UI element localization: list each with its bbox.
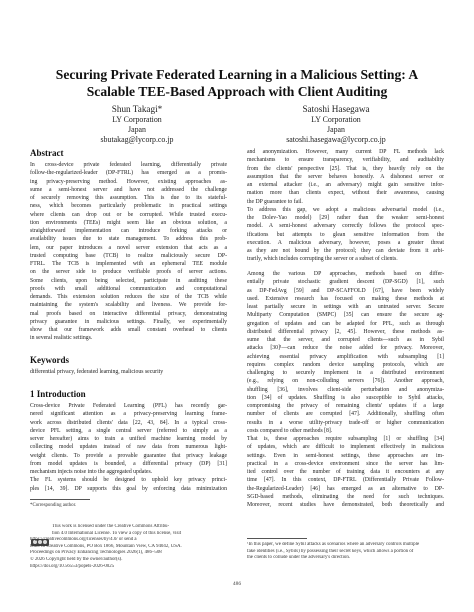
abstract-line: maintaining the system's scalability and liveness. We provide for-	[30, 302, 227, 309]
paragraph-line: practical in a cross-device environment since the server has lim-	[247, 460, 444, 467]
abstract-line: in several realistic settings.	[30, 335, 93, 342]
paragraph-line: results in a worse utility-privacy trade-off or higher communication	[247, 419, 444, 426]
paragraph-line: achieving essential privacy amplification with subsampling [1]	[247, 353, 444, 360]
paragraph-line: entially private stochastic gradient descent (DP-SGD) [1], such	[247, 279, 444, 286]
footnote-rule	[247, 538, 307, 539]
keywords-body	[30, 368, 227, 376]
intro-line: The FL systems should be designed to uphold key privacy princi-	[30, 477, 227, 484]
paragraph-line: the Dolev-Yao model) [29] rather than the weaker semi-honest	[247, 215, 444, 221]
doi-link[interactable]: https://doi.org/10.56553/popets-2026-0025	[30, 563, 115, 569]
abstract-heading: Abstract	[30, 148, 64, 158]
paragraph-line: trarily, which includes corrupting the server or a subset of clients.	[247, 256, 398, 263]
paragraph-line: model. A semi-honest adversary correctly follows the protocol spec-	[247, 223, 444, 230]
proceedings-line: Proceedings on Privacy Enhancing Technologies 2026(1), 486–508	[30, 550, 162, 556]
abstract-line: Some clients, upon being selected, participate in auditing these	[30, 277, 227, 284]
abstract-line: tion environments (TEEs) might seem like an obvious solution, a	[30, 219, 227, 226]
paragraph-line: as DP-FedAvg [59] and DP-SCAFFOLD [67], have been widely	[247, 287, 444, 294]
intro-line: nered significant attention as a privacy-preserving learning frame-	[30, 411, 227, 418]
paragraph-line: Among the various DP approaches, methods based on differ-	[247, 271, 444, 277]
abstract-line: show that our framework adds small constant overhead to clients	[30, 327, 227, 333]
author-country: Japan	[128, 125, 146, 135]
paper-title	[30, 66, 444, 100]
abstract-line: ness, which becomes particularly problematic in practical settings	[30, 203, 227, 210]
abstract-line: lem, our paper introduces a novel server extension that acts as a	[30, 244, 227, 251]
copyright-line: © 2026 Copyright held by the owner/author(s).	[30, 556, 123, 562]
right-column-body	[247, 148, 444, 264]
abstract-line: FTRL. The TCB is implemented with an ephemeral TEE module	[30, 261, 227, 267]
intro-line: Cross-device Private Federated Learning (PFL) has recently gar-	[30, 403, 227, 409]
paragraph-line: and anonymization. However, many current DP FL methods lack	[247, 149, 444, 155]
paragraph-line: mation more than clients expect, without their awareness, causing	[247, 190, 444, 197]
paragraph-line: of updates, which are difficult to implement effectively in malicious	[247, 444, 444, 451]
right-column-body-2	[247, 270, 444, 509]
author-block-1	[62, 104, 212, 146]
keywords-text: differential privacy, federated learning, malicious security	[30, 369, 164, 375]
paragraph-line: assumption that the server behaves honestly. A dishonest server or	[247, 173, 444, 180]
paragraph-line: SGD-based methods, eliminating the need for such techniques.	[247, 493, 444, 500]
abstract-line: of securely removing this assumption. This is due to its stateful-	[30, 195, 227, 201]
paragraph-line: used. Extensive research has focused on making these methods at	[247, 295, 444, 302]
paragraph-line: an external attacker (i.e., an adversary) might gain sensitive infor-	[247, 182, 444, 188]
paragraph-line: That is, these approaches require subsampling [1] or shuffling [34]	[247, 436, 444, 442]
author-country: Japan	[327, 125, 345, 135]
intro-line: mechanism injects noise into the aggregated updates.	[30, 469, 153, 475]
paragraph-line: (e.g., relying on non-colluding servers [76]). Another approach,	[247, 378, 444, 385]
paragraph-line: Moreover, recent studies have demonstrated, both theoretically and	[247, 502, 444, 508]
license-line: tion 4.0 International License. To view a copy of this license, visit	[52, 530, 182, 536]
intro-line: ples [14, 39]. DP supports this goal by enforcing data minimization	[30, 485, 227, 492]
paragraph-line: compromising the privacy of remaining clients' updates if a large	[247, 403, 444, 409]
intro-line: from model updates is bounded, a differential privacy (DP) [31]	[30, 460, 227, 467]
paragraph-line: costs compared to other methods [8].	[247, 427, 333, 434]
paragraph-line: number of clients are corrupted [47]. Additionally, shuffling often	[247, 411, 444, 418]
abstract-line: ing privacy-preserving method. However, existing approaches as-	[30, 178, 227, 185]
paragraph-line: To address this gap, we adopt a malicious adversarial model (i.e.,	[247, 206, 444, 213]
abstract-line: where clients can drop out or be corrupted. While trusted execu-	[30, 211, 227, 218]
license-block	[30, 524, 227, 570]
abstract-line: on the server side to produce verifiable proofs of server actions.	[30, 269, 227, 276]
abstract-line: sume a semi-honest server and have not addressed the challenge	[30, 186, 227, 193]
paragraph-line: execution. A malicious adversary, however, poses a greater threat	[247, 239, 444, 246]
paragraph-line: least partially secure in settings with an untrusted server. Secure	[247, 304, 444, 310]
intro-line: server hereafter) aims to train a unified machine learning model by	[30, 436, 227, 442]
license-line: This work is licensed under the Creative Commons Attribu-	[52, 524, 170, 529]
footnote-line: fake identities (i.e., Sybils) by possessing their secret keys, which allows a portion of	[247, 548, 414, 554]
paragraph-line: gregation of updates and can be adapted for PFL, such as through	[247, 320, 444, 327]
abstract-line: demands. This extension solution reduces the size of the TCB while	[30, 294, 227, 300]
author-name: Shun Takagi*	[111, 104, 163, 114]
paragraph-line: tion [34] of updates. Shuffling is also susceptible to Sybil attacks,	[247, 394, 444, 401]
abstract-line: trusted computing base (TCB) to realize maliciously secure DP-	[30, 252, 227, 259]
author-email: satoshi.hasegawa@lycorp.co.jp	[286, 135, 386, 145]
paragraph-line: mechanisms to ensure transparency, verifiability, and auditability	[247, 157, 444, 164]
paragraph-line: challenging to securely implement in a distributed environment	[247, 370, 444, 376]
paragraph-line: ited control over the number of training data it encounters at any	[247, 469, 444, 475]
paragraph-line: time [47]. In this context, DP-FTRL (Differentially Private Follow-	[247, 477, 444, 484]
footnote-rule	[30, 499, 90, 500]
intro-line: work across distributed clients' data [22, 43, 84]. In a typical cross-	[30, 419, 227, 426]
footnote-line: the clients to collude under the adversary's direction.	[247, 555, 351, 561]
title-line-2: Scalable TEE-Based Approach with Client Auditing	[86, 84, 388, 99]
paragraph-line: Multiparty Computation (SMPC) [35] can ensure the secure ag-	[247, 312, 444, 319]
page-number: 486	[232, 581, 242, 587]
paragraph-line: from the clients' perspective [25]. That is, they heavily rely on the	[247, 165, 444, 172]
license-line: letter to Creative Commons, PO Box 1866, Mountain View, CA 94042, USA.	[30, 543, 182, 549]
introduction-heading: 1 Introduction	[30, 389, 86, 399]
abstract-line: follow-the-regularized-leader (DP-FTRL) has emerged as a promis-	[30, 170, 227, 177]
abstract-line: straightforward implementation can introduce forking attacks or	[30, 228, 227, 234]
abstract-line: availability issues due to state management. To address this prob-	[30, 236, 227, 243]
paragraph-line: the DP guarantee to fail.	[247, 198, 303, 205]
paragraph-line: settings. Even in semi-honest settings, these approaches are im-	[247, 452, 444, 459]
introduction-body	[30, 402, 227, 493]
footnote-line: ¹In this paper, we define Sybil attacks as scenarios where an adversary controls multiple	[247, 542, 420, 547]
intro-line: device PFL setting, a single central server (referred to simply as a	[30, 427, 227, 434]
corresponding-footnote: *Corresponding author.	[30, 503, 77, 508]
paragraph-line: sume that the server, and corrupted clients—such as in Sybil	[247, 337, 444, 343]
intro-line: weight clients. To provide a provable guarantee that privacy leakage	[30, 452, 227, 459]
author-email: sbutakag@lycorp.co.jp	[100, 135, 174, 145]
author-name: Satoshi Hasegawa	[302, 104, 370, 114]
title-line-1: Securing Private Federated Learning in a Malicious Setting: A	[55, 67, 419, 82]
paragraph-line: attacks [30]¹—can reduce the noise added for privacy. Moreover,	[247, 345, 444, 352]
abstract-body	[30, 161, 227, 343]
author-block-2	[261, 104, 411, 146]
author-affiliation: LY Corporation	[311, 115, 361, 124]
paragraph-line: the-Regularized-Leader) [46] has emerged as an alternative to DP-	[247, 485, 444, 492]
paragraph-line: as they are not bound by the protocol; they can deviate from it arbi-	[247, 248, 444, 254]
abstract-line: privacy guarantee in malicious settings. Finally, we experimentally	[30, 318, 227, 325]
paragraph-line: requires complex random device sampling protocols, which are	[247, 361, 444, 368]
abstract-line: proofs with small additional communication and computational	[30, 285, 227, 292]
author-affiliation: LY Corporation	[112, 115, 162, 124]
paragraph-line: shuffling [36], involves client-side perturbation and anonymiza-	[247, 386, 444, 393]
abstract-line: mal proofs based on interactive differential privacy, demonstrating	[30, 310, 227, 317]
sybil-footnote	[247, 542, 444, 562]
intro-line: collecting model updates instead of raw data from numerous light-	[30, 444, 227, 451]
abstract-line: In cross-device private federated learning, differentially private	[30, 162, 227, 168]
paragraph-line: distributed differential privacy [2, 45]. However, these methods as-	[247, 328, 444, 335]
license-link[interactable]: https://creativecommons.org/licenses/by/4.0/ or send a	[30, 537, 137, 543]
keywords-heading: Keywords	[30, 355, 69, 365]
paragraph-line: ifications but attempts to glean sensitive information from the	[247, 231, 444, 238]
